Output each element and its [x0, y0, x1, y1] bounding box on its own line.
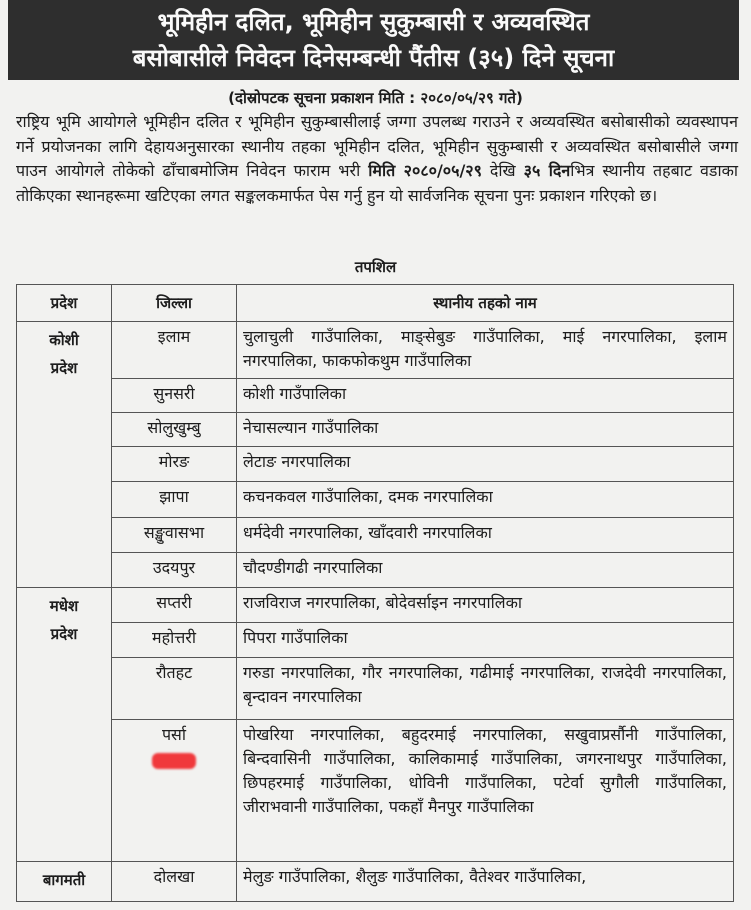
- table-label: तपशिल: [354, 258, 397, 276]
- province-cell: [17, 588, 112, 862]
- header-local-levels: स्थानीय तहको नाम: [237, 285, 734, 322]
- local-levels-cell: नेचासल्यान गाउँपालिका: [237, 413, 734, 447]
- local-levels-table: [16, 284, 734, 902]
- table-row: [17, 482, 734, 518]
- local-levels-cell: कोशी गाउँपालिका: [237, 379, 734, 413]
- district-cell: इलाम: [112, 322, 237, 379]
- body-text-1: राष्ट्रिय भूमि आयोगले भूमिहीन दलित र भूमिहीन सुकुम्बासीलाई जग्गा उपलब्ध गराउने र अव्यवस्थित बसोबासीको व्यवस्थापन गर्ने प्रयोजनका लागि देहायअनुसारका स्थानीय तहका भूमिहीन दलित, भूमिहीन सुकुम्बासी र अव्यवस्थित बसोबासीले जग्गा पाउन आयोगले तोकेको ढाँचाबमोजिम निवेदन फाराम भरी: [16, 112, 738, 181]
- local-levels-cell: गरुडा नगरपालिका, गौर नगरपालिका, गढीमाई नगरपालिका, राजदेवी नगरपालिका, बृन्दावन नगरपालिका: [237, 658, 734, 720]
- province-suffix: प्रदेश: [50, 625, 78, 643]
- district-cell: सङ्खुवासभा: [112, 518, 237, 553]
- republish-date: (दोस्रोपटक सूचना प्रकाशन मिति : २०८०/०५/२९ गते): [228, 89, 523, 107]
- table-row: [17, 322, 734, 379]
- district-cell: सुनसरी: [112, 379, 237, 413]
- province-cell: [17, 862, 112, 902]
- body-date: मिति २०८०/०५/२९: [368, 161, 482, 181]
- province-suffix: प्रदेश: [50, 359, 78, 377]
- district-cell: मोरङ: [112, 447, 237, 482]
- table-row: [17, 720, 734, 862]
- table-row: [17, 413, 734, 447]
- table-row: [17, 553, 734, 588]
- body-text-3: भित्र स्थानीय तहबाट वडाका तोकिएका स्थानहरूमा खटिएका लगत सङ्कलकमार्फत पेस गर्नु हुन यो सार्वजनिक सूचना पुनः प्रकाशन गरिएको छ।: [16, 161, 739, 205]
- district-cell: [112, 720, 237, 862]
- local-levels-cell: धर्मदेवी नगरपालिका, खाँदवारी नगरपालिका: [237, 518, 734, 553]
- province-cell: [17, 322, 112, 588]
- notice-body: [16, 110, 738, 208]
- table-row: [17, 379, 734, 413]
- district-cell: दोलखा: [112, 862, 237, 902]
- local-levels-cell: चौदण्डीगढी नगरपालिका: [237, 553, 734, 588]
- table-row: [17, 862, 734, 902]
- redaction-mark: [152, 753, 196, 769]
- district-cell: महोत्तरी: [112, 623, 237, 658]
- body-duration: ३५ दिन: [523, 161, 571, 181]
- district-cell: सप्तरी: [112, 588, 237, 623]
- district-cell: झापा: [112, 482, 237, 518]
- table-row: [17, 588, 734, 623]
- table-row: [17, 623, 734, 658]
- district-cell: सोलुखुम्बु: [112, 413, 237, 447]
- table-row: [17, 447, 734, 482]
- province-name: कोशी: [49, 331, 79, 349]
- local-levels-cell: लेटाङ नगरपालिका: [237, 447, 734, 482]
- header-province: प्रदेश: [17, 285, 112, 322]
- district-name: पर्सा: [161, 725, 187, 744]
- local-levels-cell: राजविराज नगरपालिका, बोदेवर्साइन नगरपालिका: [237, 588, 734, 623]
- local-levels-cell: मेलुङ गाउँपालिका, शैलुङ गाउँपालिका, वैतेश्वर गाउँपालिका,: [237, 862, 734, 902]
- notice-title-banner: [8, 0, 739, 80]
- header-district: जिल्ला: [112, 285, 237, 322]
- table-row: [17, 518, 734, 553]
- notice-title-line1: भूमिहीन दलित, भूमिहीन सुकुम्बासी र अव्यवस्थित: [157, 8, 590, 36]
- province-name: बागमती: [42, 871, 86, 889]
- local-levels-cell: कचनकवल गाउँपालिका, दमक नगरपालिका: [237, 482, 734, 518]
- district-cell: रौतहट: [112, 658, 237, 720]
- notice-title-line2: बसोबासीले निवेदन दिनेसम्बन्धी पैंतीस (३५) दिने सूचना: [132, 44, 615, 72]
- table-header-row: [17, 285, 734, 322]
- table-row: [17, 658, 734, 720]
- local-levels-cell: चुलाचुली गाउँपालिका, माङ्सेबुङ गाउँपालिका, माई नगरपालिका, इलाम नगरपालिका, फाकफोकथुम गाउँपालिका: [237, 322, 734, 379]
- local-levels-cell: पिपरा गाउँपालिका: [237, 623, 734, 658]
- local-levels-cell: पोखरिया नगरपालिका, बहुदरमाई नगरपालिका, सखुवाप्रर्सौनी गाउँपालिका, बिन्दवासिनी गाउँपालिका, कालिकामाई गाउँपालिका, जगरनाथपुर गाउँपालिका, छिपहरमाई गाउँपालिका, धोविनी गाउँपालिका, पटेर्वा सुगौली गाउँपालिका, जीराभवानी गाउँपालिका, पकहाँ मैनपुर गाउँपालिका: [237, 720, 734, 862]
- body-text-2: देखि: [481, 161, 524, 181]
- district-cell: उदयपुर: [112, 553, 237, 588]
- province-name: मधेश: [49, 597, 79, 615]
